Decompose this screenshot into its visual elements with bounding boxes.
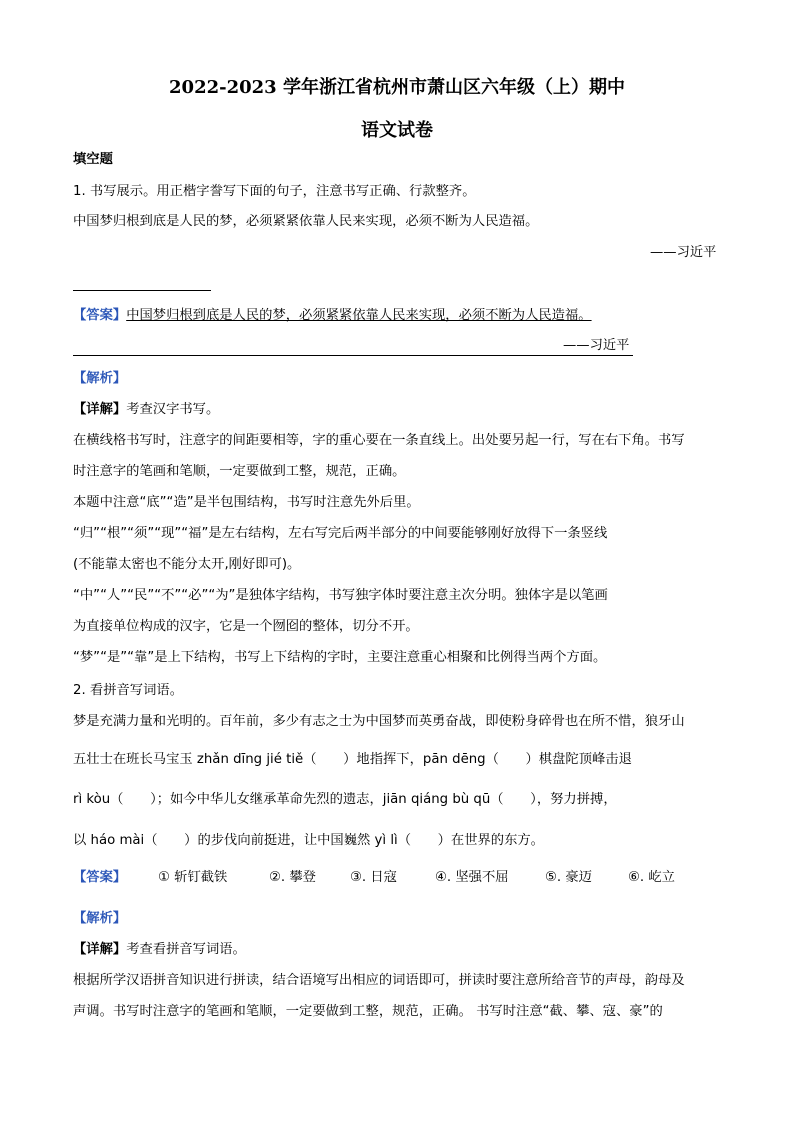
q1-para3-line2: (不能靠太密也不能分太开,刚好即可)。 xyxy=(73,557,301,572)
q2-line1: 梦是充满力量和光明的。百年前，多少有志之士为中国梦而英勇奋战，即使粉身碎骨也在所不惜，狼牙山 xyxy=(73,714,685,729)
q1-author: ——习近平 xyxy=(650,245,717,260)
q2-detail xyxy=(73,941,246,959)
q1-answer-author: ——习近平 xyxy=(563,338,630,353)
page-title-line2: 语文试卷 xyxy=(361,120,433,141)
detail-tag: 【详解】 xyxy=(73,402,127,417)
q2-para1-line2: 声调。书写时注意字的笔画和笔顺，一定要做到工整，规范，正确。 书写时注意“截、攀、寇、豪”的 xyxy=(73,1004,663,1019)
q1-detail xyxy=(73,401,219,419)
q1-para4-line1: “中”“人”“民”“不”“必”“为”是独体字结构，书写独字体时要注意主次分明。独体字是以笔画 xyxy=(73,588,608,603)
q2-analysis-tag: 【解析】 xyxy=(73,911,127,926)
q1-para3-line1: “归”“根”“须”“现”“福”是左右结构，左右写完后两半部分的中间要能够刚好放得下一条竖线 xyxy=(73,526,608,541)
q2-answer-5: ⑤. 豪迈 xyxy=(545,870,592,885)
q1-detail-lead: 考查汉字书写。 xyxy=(126,402,220,417)
q1-para5: “梦”“是”“靠”是上下结构，书写上下结构的字时，主要注意重心相聚和比例得当两个方面。 xyxy=(73,650,607,665)
q1-para1-line1: 在横线格书写时，注意字的间距要相等，字的重心要在一条直线上。出处要另起一行，写在右下角。书写 xyxy=(73,433,685,448)
q1-para2: 本题中注意“底”“造”是半包围结构，书写时注意先外后里。 xyxy=(73,495,420,510)
q1-answer xyxy=(73,307,592,325)
q2-answer-2: ②. 攀登 xyxy=(269,870,316,885)
q2-answer-3: ③. 日寇 xyxy=(350,870,397,885)
q1-prompt: 1. 书写展示。用正楷字誊写下面的句子，注意书写正确、行款整齐。 xyxy=(73,184,476,199)
detail-tag: 【详解】 xyxy=(73,942,127,957)
q2-answer-1: ① 斩钉截铁 xyxy=(158,870,228,885)
answer-tag: 【答案】 xyxy=(73,308,127,323)
page-title-line1: 2022-2023 学年浙江省杭州市萧山区六年级（上）期中 xyxy=(169,77,625,98)
q2-para1-line1: 根据所学汉语拼音知识进行拼读，结合语境写出相应的词语即可，拼读时要注意所给音节的声母，韵母及 xyxy=(73,973,685,988)
q2-answer-tag: 【答案】 xyxy=(73,870,127,885)
q1-para1-line2: 时注意字的笔画和笔顺，一定要做到工整，规范，正确。 xyxy=(73,464,406,479)
answer-line xyxy=(73,355,633,356)
q2-line3: rì kòu（ ）；如今中华儿女继承革命先烈的遗志，jiān qiáng bù qū（ ），努力拼搏， xyxy=(73,792,617,807)
q1-para4-line2: 为直接单位构成的汉字，它是一个囫囵的整体，切分不开。 xyxy=(73,619,419,634)
q2-prompt: 2. 看拼音写词语。 xyxy=(73,683,183,698)
q2-line2: 五壮士在班长马宝玉 zhǎn dīng jié tiě（ ）地指挥下，pān dēng（ ）棋盘陀顶峰击退 xyxy=(73,752,632,767)
q1-sentence: 中国梦归根到底是人民的梦，必须紧紧依靠人民来实现，必须不断为人民造福。 xyxy=(73,214,539,229)
q1-analysis-tag: 【解析】 xyxy=(73,371,127,386)
writing-line xyxy=(73,290,211,291)
q2-detail-lead: 考查看拼音写词语。 xyxy=(126,942,246,957)
q1-answer-text: 中国梦归根到底是人民的梦，必须紧紧依靠人民来实现，必须不断为人民造福。 xyxy=(126,308,592,323)
q2-line4: 以 háo mài（ ）的步伐向前挺进，让中国巍然 yì lì（ ）在世界的东方。 xyxy=(73,833,544,848)
q2-answer-4: ④. 坚强不屈 xyxy=(435,870,509,885)
section-title: 填空题 xyxy=(73,152,113,167)
q2-answer-6: ⑥. 屹立 xyxy=(628,870,675,885)
